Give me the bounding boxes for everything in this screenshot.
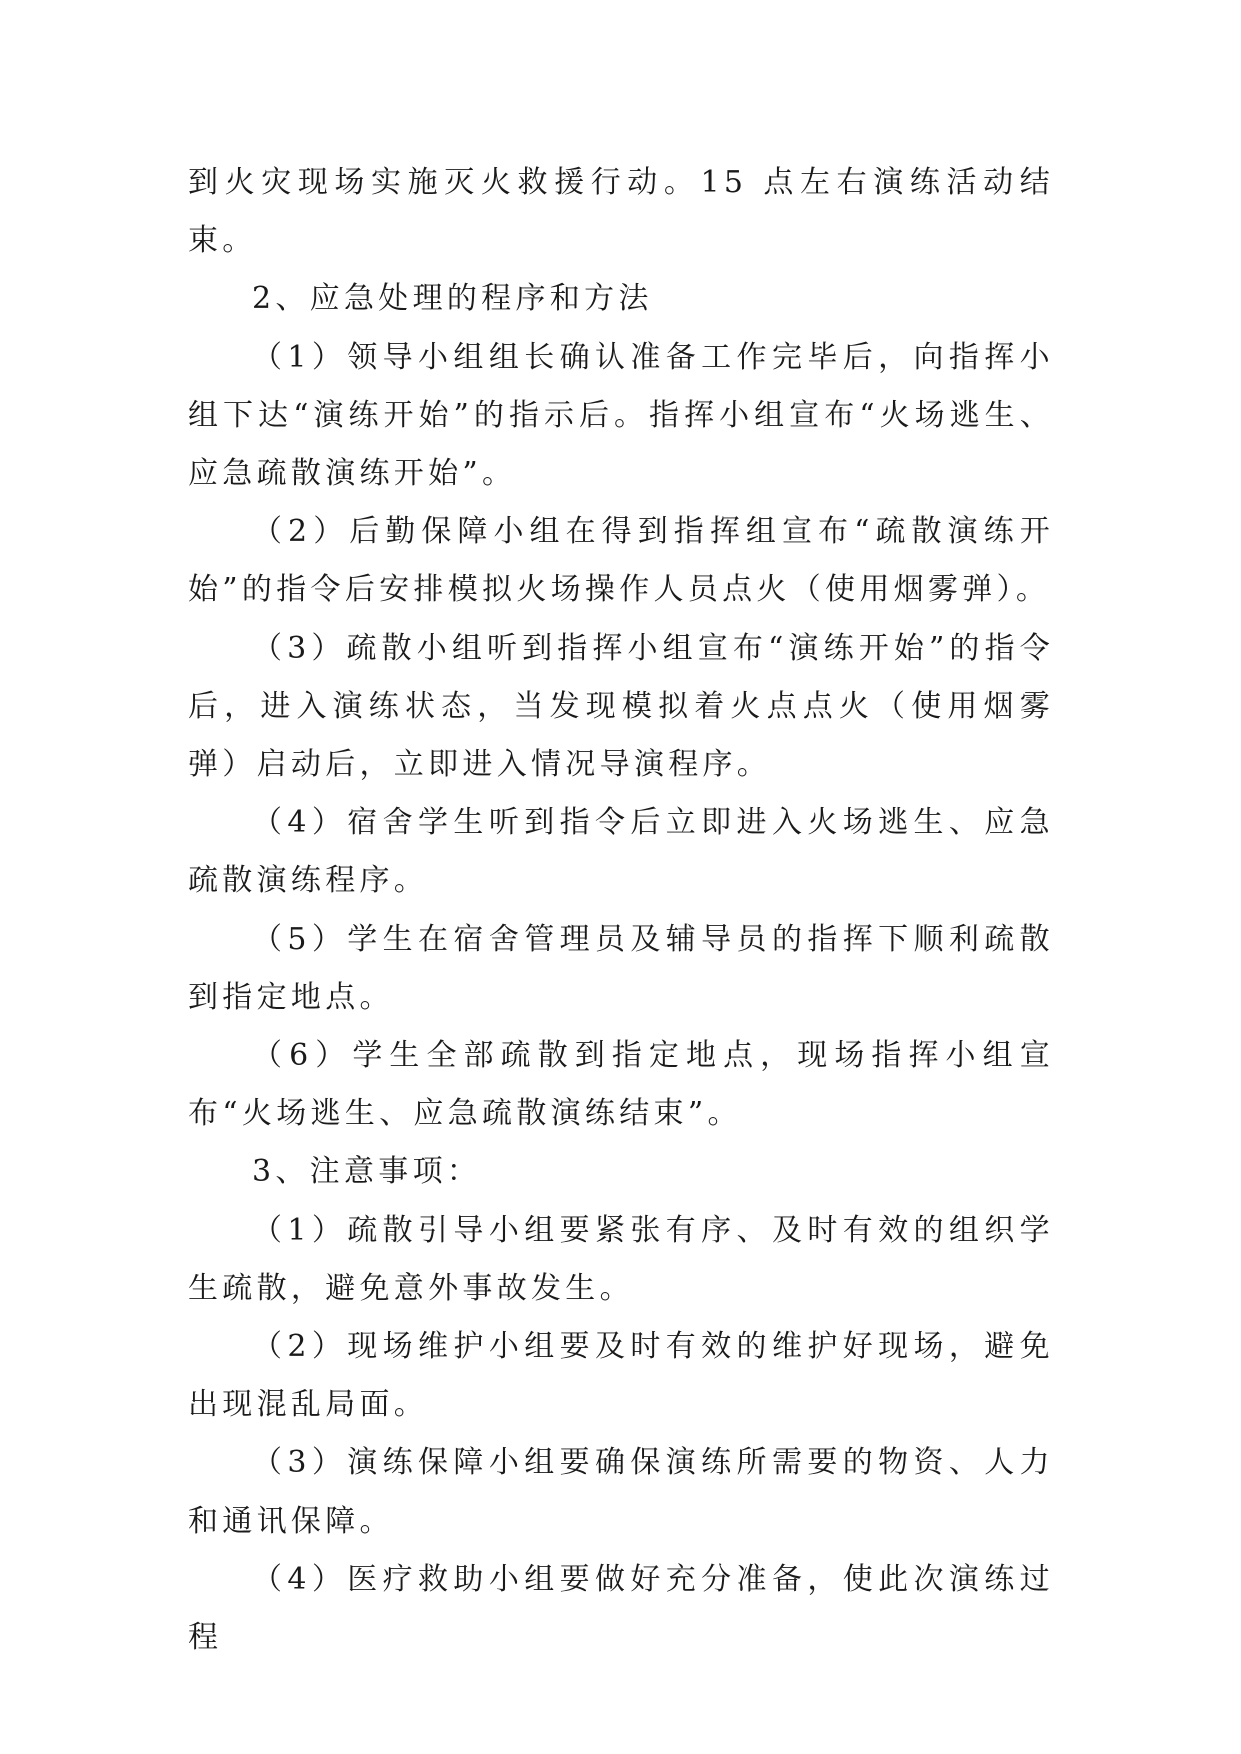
note-item-3: （3）演练保障小组要确保演练所需要的物资、人力和通讯保障。: [188, 1445, 1054, 1539]
document-body: [188, 154, 1054, 1667]
procedure-step-2: （2）后勤保障小组在得到指挥组宣布“疏散演练开始”的指令后安排模拟火场操作人员点火（使用烟雾弹）。: [188, 514, 1054, 608]
section-heading-emergency-procedure: 2、应急处理的程序和方法: [252, 281, 653, 317]
note-item-2: （2）现场维护小组要及时有效的维护好现场，避免出现混乱局面。: [188, 1329, 1054, 1423]
procedure-step-6: （6）学生全部疏散到指定地点，现场指挥小组宣布“火场逃生、应急疏散演练结束”。: [188, 1038, 1054, 1132]
section-heading-notes: 3、注意事项：: [252, 1154, 482, 1190]
note-item-4: （4）医疗救助小组要做好充分准备，使此次演练过程: [188, 1561, 1054, 1656]
procedure-step-3: （3）疏散小组听到指挥小组宣布“演练开始”的指令后，进入演练状态，当发现模拟着火点点火（使用烟雾弹）启动后，立即进入情况导演程序。: [188, 630, 1054, 783]
procedure-step-5: （5）学生在宿舍管理员及辅导员的指挥下顺利疏散到指定地点。: [188, 921, 1054, 1015]
paragraph-continuation: 到火灾现场实施灭火救援行动。15 点左右演练活动结束。: [188, 165, 1054, 259]
procedure-step-4: （4）宿舍学生听到指令后立即进入火场逃生、应急疏散演练程序。: [188, 805, 1054, 899]
note-item-1: （1）疏散引导小组要紧张有序、及时有效的组织学生疏散，避免意外事故发生。: [188, 1212, 1054, 1306]
procedure-step-1: （1）领导小组组长确认准备工作完毕后，向指挥小组下达“演练开始”的指示后。指挥小组宣布“火场逃生、应急疏散演练开始”。: [188, 339, 1054, 492]
